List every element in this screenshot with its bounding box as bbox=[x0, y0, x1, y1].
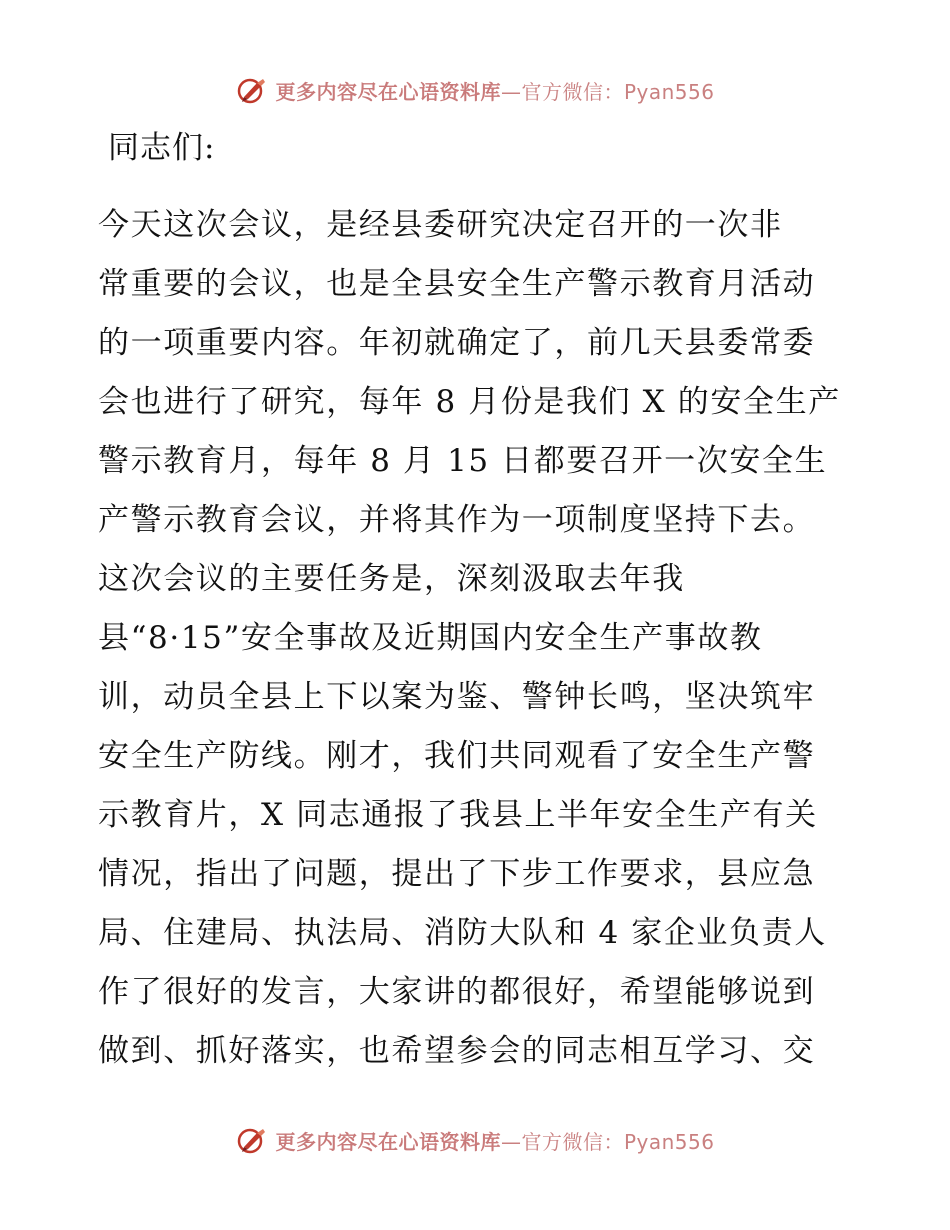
salutation: 同志们: bbox=[108, 130, 216, 166]
text-line: 作了很好的发言，大家讲的都很好，希望能够说到 bbox=[98, 974, 816, 1010]
text-line: 情况，指出了问题，提出了下步工作要求，县应急 bbox=[98, 856, 816, 892]
text-line: 县“8·15”安全事故及近期国内安全生产事故教 bbox=[98, 620, 763, 656]
document-body bbox=[98, 124, 858, 1081]
text-line: 这次会议的主要任务是，深刻汲取去年我 bbox=[98, 561, 685, 597]
footer-watermark bbox=[0, 1122, 950, 1158]
watermark-contact: 官方微信：Pyan556 bbox=[521, 1129, 715, 1154]
text-line: 训，动员全县上下以案为鉴、警钟长鸣，坚决筑牢 bbox=[98, 679, 816, 715]
watermark-dash: — bbox=[500, 1129, 522, 1154]
text-line: 做到、抓好落实，也希望参会的同志相互学习、交 bbox=[98, 1033, 816, 1069]
watermark-brand: 更多内容尽在心语资料库 bbox=[275, 1129, 501, 1154]
paragraph bbox=[98, 196, 858, 1081]
text-line: 局、住建局、执法局、消防大队和 4 家企业负责人 bbox=[98, 915, 827, 951]
text-line: 安全生产防线。刚才，我们共同观看了安全生产警 bbox=[98, 738, 816, 774]
header-watermark bbox=[0, 72, 950, 108]
watermark-brand: 更多内容尽在心语资料库 bbox=[275, 79, 501, 104]
pen-logo-icon bbox=[235, 1125, 269, 1155]
text-line: 今天这次会议，是经县委研究决定召开的一次非 bbox=[98, 207, 783, 243]
text-line: 警示教育月，每年 8 月 15 日都要召开一次安全生 bbox=[98, 443, 828, 479]
watermark-text bbox=[275, 1126, 714, 1155]
text-line: 会也进行了研究，每年 8 月份是我们 X 的安全生产 bbox=[98, 384, 841, 420]
text-line: 产警示教育会议，并将其作为一项制度坚持下去。 bbox=[98, 502, 816, 538]
text-line: 的一项重要内容。年初就确定了，前几天县委常委 bbox=[98, 325, 816, 361]
watermark-text bbox=[275, 76, 714, 105]
pen-logo-icon bbox=[235, 75, 269, 105]
watermark-dash: — bbox=[500, 79, 522, 104]
watermark-contact: 官方微信：Pyan556 bbox=[521, 79, 715, 104]
text-line: 示教育片，X 同志通报了我县上半年安全生产有关 bbox=[98, 797, 818, 833]
text-line: 常重要的会议，也是全县安全生产警示教育月活动 bbox=[98, 266, 816, 302]
